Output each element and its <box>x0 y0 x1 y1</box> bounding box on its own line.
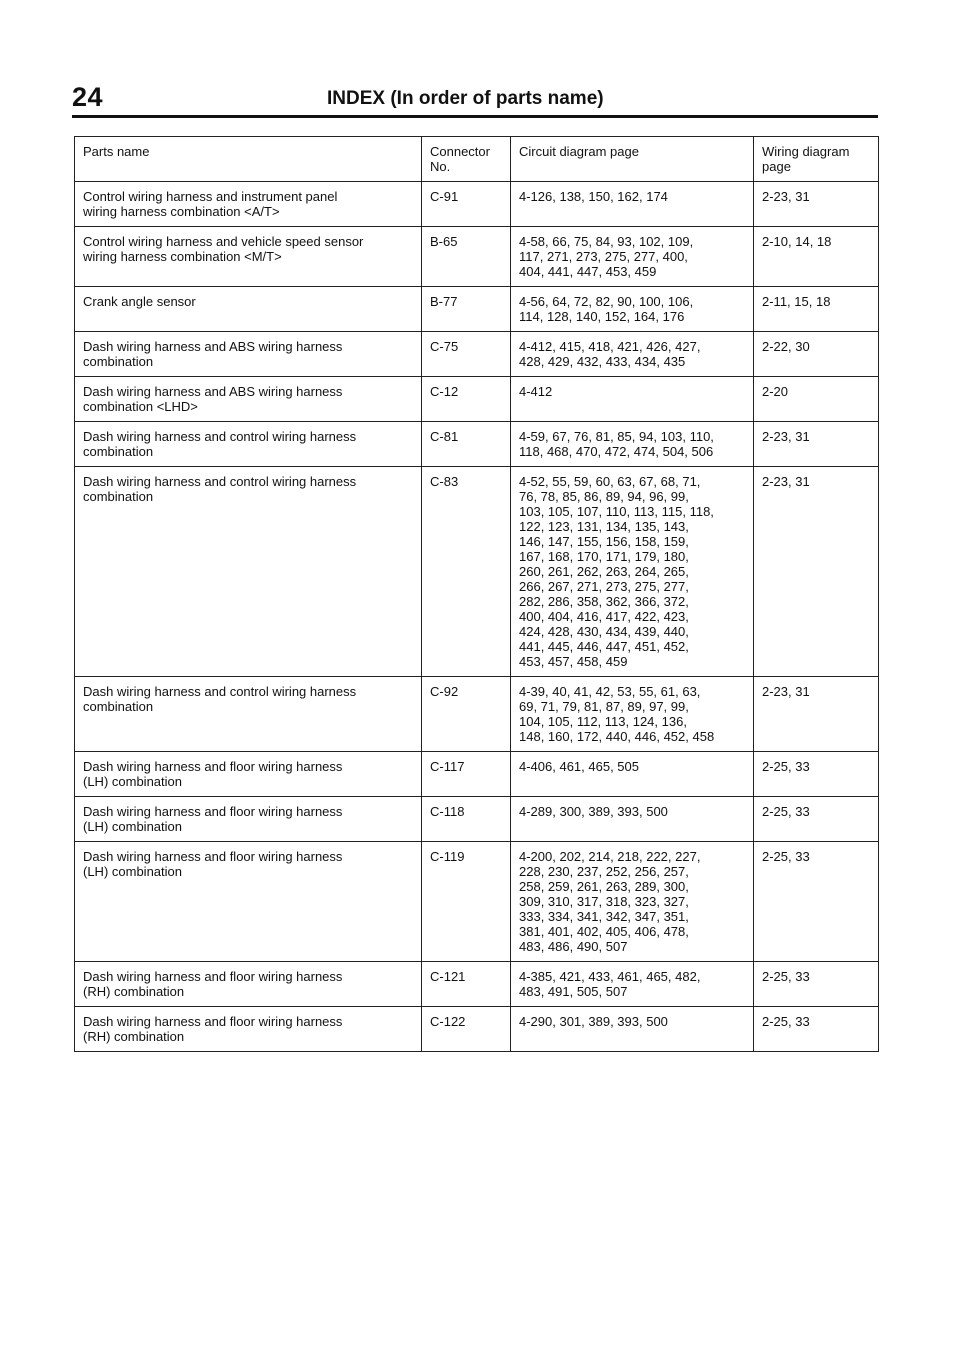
wiring-page-cell: 2-23, 31 <box>754 422 879 467</box>
connector-cell: C-81 <box>422 422 511 467</box>
wiring-page-cell: 2-25, 33 <box>754 842 879 962</box>
table-header-row <box>75 137 879 182</box>
parts-name-cell: Dash wiring harness and control wiring harness combination <box>75 422 422 467</box>
wiring-page-cell: 2-22, 30 <box>754 332 879 377</box>
column-header-connector-no: Connector No. <box>422 137 511 182</box>
wiring-page-cell: 2-23, 31 <box>754 677 879 752</box>
connector-cell: C-12 <box>422 377 511 422</box>
table-row <box>75 962 879 1007</box>
circuit-page-cell: 4-59, 67, 76, 81, 85, 94, 103, 110, 118, 468, 470, 472, 474, 504, 506 <box>511 422 754 467</box>
parts-name-cell: Dash wiring harness and floor wiring harness (LH) combination <box>75 797 422 842</box>
wiring-page-cell: 2-25, 33 <box>754 752 879 797</box>
parts-name-cell: Dash wiring harness and floor wiring harness (RH) combination <box>75 962 422 1007</box>
circuit-page-cell: 4-290, 301, 389, 393, 500 <box>511 1007 754 1052</box>
table-row <box>75 377 879 422</box>
circuit-page-cell: 4-56, 64, 72, 82, 90, 100, 106, 114, 128, 140, 152, 164, 176 <box>511 287 754 332</box>
wiring-page-cell: 2-11, 15, 18 <box>754 287 879 332</box>
table-row <box>75 752 879 797</box>
parts-name-cell: Dash wiring harness and floor wiring harness (LH) combination <box>75 752 422 797</box>
circuit-page-cell: 4-385, 421, 433, 461, 465, 482, 483, 491, 505, 507 <box>511 962 754 1007</box>
parts-name-cell: Crank angle sensor <box>75 287 422 332</box>
parts-name-cell: Dash wiring harness and ABS wiring harness combination <box>75 332 422 377</box>
connector-cell: B-77 <box>422 287 511 332</box>
table-row <box>75 842 879 962</box>
connector-cell: C-75 <box>422 332 511 377</box>
parts-name-cell: Control wiring harness and vehicle speed sensor wiring harness combination <M/T> <box>75 227 422 287</box>
table-row <box>75 422 879 467</box>
parts-name-cell: Dash wiring harness and control wiring harness combination <box>75 677 422 752</box>
wiring-page-cell: 2-25, 33 <box>754 797 879 842</box>
connector-cell: B-65 <box>422 227 511 287</box>
parts-name-cell: Control wiring harness and instrument panel wiring harness combination <A/T> <box>75 182 422 227</box>
wiring-page-cell: 2-20 <box>754 377 879 422</box>
circuit-page-cell: 4-412, 415, 418, 421, 426, 427, 428, 429, 432, 433, 434, 435 <box>511 332 754 377</box>
parts-index-table <box>74 136 879 1052</box>
parts-name-cell: Dash wiring harness and floor wiring harness (RH) combination <box>75 1007 422 1052</box>
title-rule <box>72 115 878 118</box>
circuit-page-cell: 4-412 <box>511 377 754 422</box>
column-header-circuit-diagram-page: Circuit diagram page <box>511 137 754 182</box>
connector-cell: C-118 <box>422 797 511 842</box>
table-row <box>75 332 879 377</box>
connector-cell: C-83 <box>422 467 511 677</box>
circuit-page-cell: 4-52, 55, 59, 60, 63, 67, 68, 71, 76, 78, 85, 86, 89, 94, 96, 99, 103, 105, 107, 110, 113, 115, 118, 122, 123, 131, 134, 135, 143, 146, 147, 155, 156, 158, 159, 167, 168, 170, 171, 179, 180, 260, 261, 262, 263, 264, 265, 266, 267, 271, 273, 275, 277, 282, 286, 358, 362, 366, 372, 400, 404, 416, 417, 422, 423, 424, 428, 430, 434, 439, 440, 441, 445, 446, 447, 451, 452, 453, 457, 458, 459 <box>511 467 754 677</box>
circuit-page-cell: 4-406, 461, 465, 505 <box>511 752 754 797</box>
wiring-page-cell: 2-25, 33 <box>754 1007 879 1052</box>
wiring-page-cell: 2-10, 14, 18 <box>754 227 879 287</box>
wiring-page-cell: 2-25, 33 <box>754 962 879 1007</box>
circuit-page-cell: 4-58, 66, 75, 84, 93, 102, 109, 117, 271, 273, 275, 277, 400, 404, 441, 447, 453, 459 <box>511 227 754 287</box>
circuit-page-cell: 4-39, 40, 41, 42, 53, 55, 61, 63, 69, 71, 79, 81, 87, 89, 97, 99, 104, 105, 112, 113, 124, 136, 148, 160, 172, 440, 446, 452, 458 <box>511 677 754 752</box>
column-header-parts-name: Parts name <box>75 137 422 182</box>
connector-cell: C-121 <box>422 962 511 1007</box>
parts-name-cell: Dash wiring harness and floor wiring harness (LH) combination <box>75 842 422 962</box>
page-number: 24 <box>72 82 104 112</box>
parts-name-cell: Dash wiring harness and ABS wiring harness combination <LHD> <box>75 377 422 422</box>
connector-cell: C-91 <box>422 182 511 227</box>
circuit-page-cell: 4-289, 300, 389, 393, 500 <box>511 797 754 842</box>
table-row <box>75 677 879 752</box>
page-title: INDEX (In order of parts name) <box>327 88 604 109</box>
wiring-page-cell: 2-23, 31 <box>754 182 879 227</box>
table-row <box>75 797 879 842</box>
table-row <box>75 227 879 287</box>
connector-cell: C-117 <box>422 752 511 797</box>
table-row <box>75 182 879 227</box>
connector-cell: C-92 <box>422 677 511 752</box>
wiring-page-cell: 2-23, 31 <box>754 467 879 677</box>
table-row <box>75 1007 879 1052</box>
column-header-wiring-diagram-page: Wiring diagram page <box>754 137 879 182</box>
parts-name-cell: Dash wiring harness and control wiring harness combination <box>75 467 422 677</box>
table-row <box>75 287 879 332</box>
table-row <box>75 467 879 677</box>
connector-cell: C-119 <box>422 842 511 962</box>
circuit-page-cell: 4-200, 202, 214, 218, 222, 227, 228, 230, 237, 252, 256, 257, 258, 259, 261, 263, 289, 300, 309, 310, 317, 318, 323, 327, 333, 334, 341, 342, 347, 351, 381, 401, 402, 405, 406, 478, 483, 486, 490, 507 <box>511 842 754 962</box>
circuit-page-cell: 4-126, 138, 150, 162, 174 <box>511 182 754 227</box>
connector-cell: C-122 <box>422 1007 511 1052</box>
